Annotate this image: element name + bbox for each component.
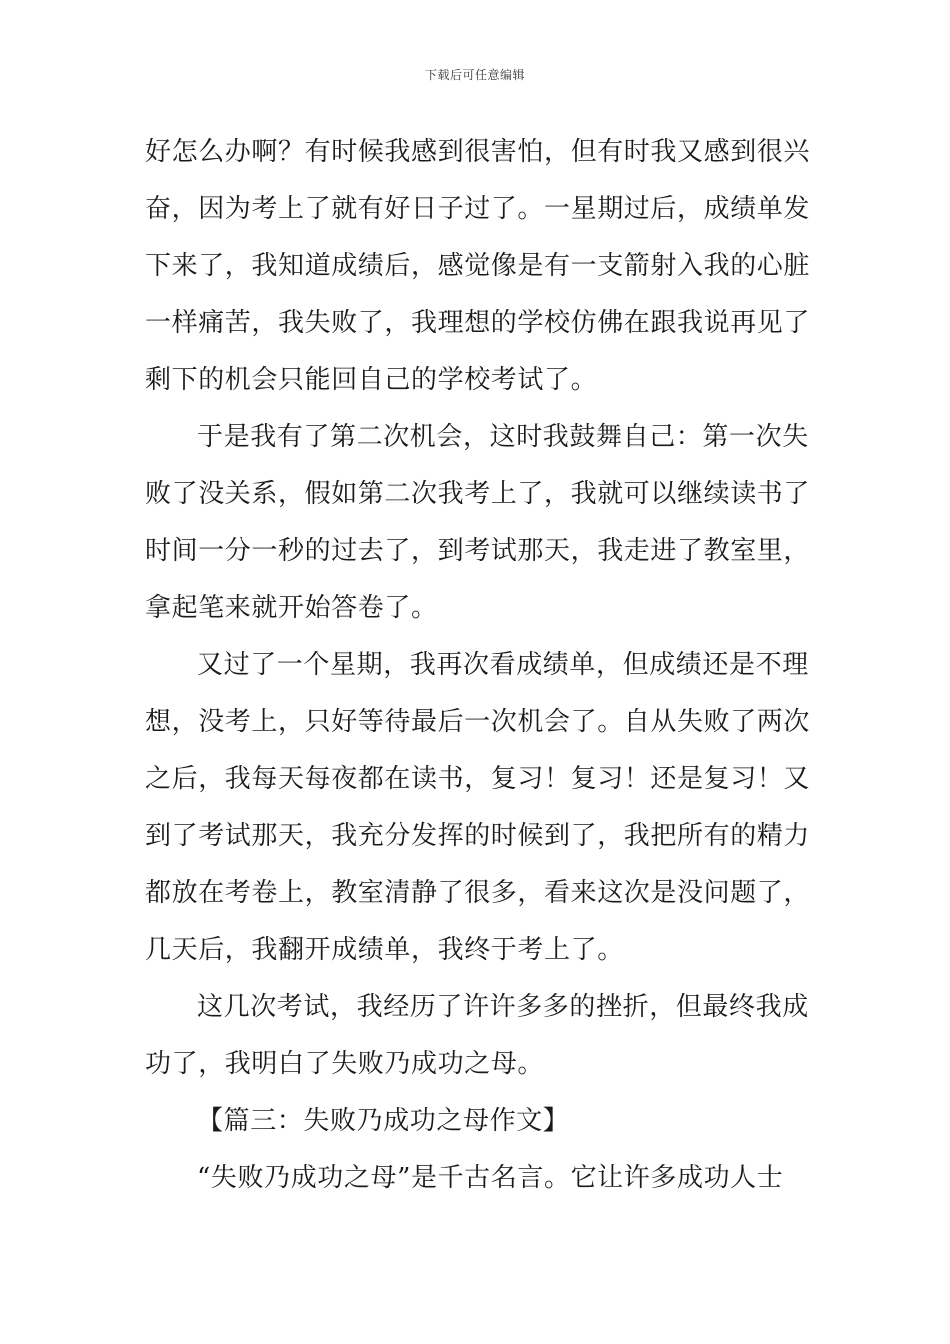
text-line: 下来了，我知道成绩后，感觉像是有一支箭射入我的心脏 — [145, 251, 811, 281]
text-line: 功了，我明白了失败乃成功之母。 — [145, 1049, 545, 1079]
text-line: 都放在考卷上，教室清静了很多，看来这次是没问题了， — [145, 878, 811, 908]
text-line: 败了没关系，假如第二次我考上了，我就可以继续读书了 — [145, 479, 811, 509]
document-body — [145, 128, 810, 1211]
paragraph-start-line: 这几次考试，我经历了许许多多的挫折，但最终我成 — [197, 992, 809, 1022]
paragraph-start-line: “失败乃成功之母”是千古名言。它让许多成功人士 — [197, 1163, 784, 1193]
text-line: 好怎么办啊？有时候我感到很害怕，但有时我又感到很兴 — [145, 137, 811, 167]
page-header: 下载后可任意编辑 — [424, 68, 525, 82]
text-line: 几天后，我翻开成绩单，我终于考上了。 — [145, 935, 624, 965]
paragraph-start-line: 于是我有了第二次机会，这时我鼓舞自己：第一次失 — [197, 422, 809, 452]
text-line: 剩下的机会只能回自己的学校考试了。 — [145, 365, 598, 395]
text-line: 想，没考上，只好等待最后一次机会了。自从失败了两次 — [145, 707, 811, 737]
text-line: 时间一分一秒的过去了，到考试那天，我走进了教室里， — [145, 536, 811, 566]
text-line: 奋，因为考上了就有好日子过了。一星期过后，成绩单发 — [145, 194, 811, 224]
paragraph-start-line: 又过了一个星期，我再次看成绩单，但成绩还是不理 — [197, 650, 809, 680]
section-heading: 【篇三：失败乃成功之母作文】 — [197, 1106, 570, 1136]
text-line: 到了考试那天，我充分发挥的时候到了，我把所有的精力 — [145, 821, 811, 851]
text-line: 一样痛苦，我失败了，我理想的学校仿佛在跟我说再见了 — [145, 308, 811, 338]
text-line: 之后，我每天每夜都在读书，复习！复习！还是复习！又 — [145, 764, 811, 794]
text-line: 拿起笔来就开始答卷了。 — [145, 593, 438, 623]
